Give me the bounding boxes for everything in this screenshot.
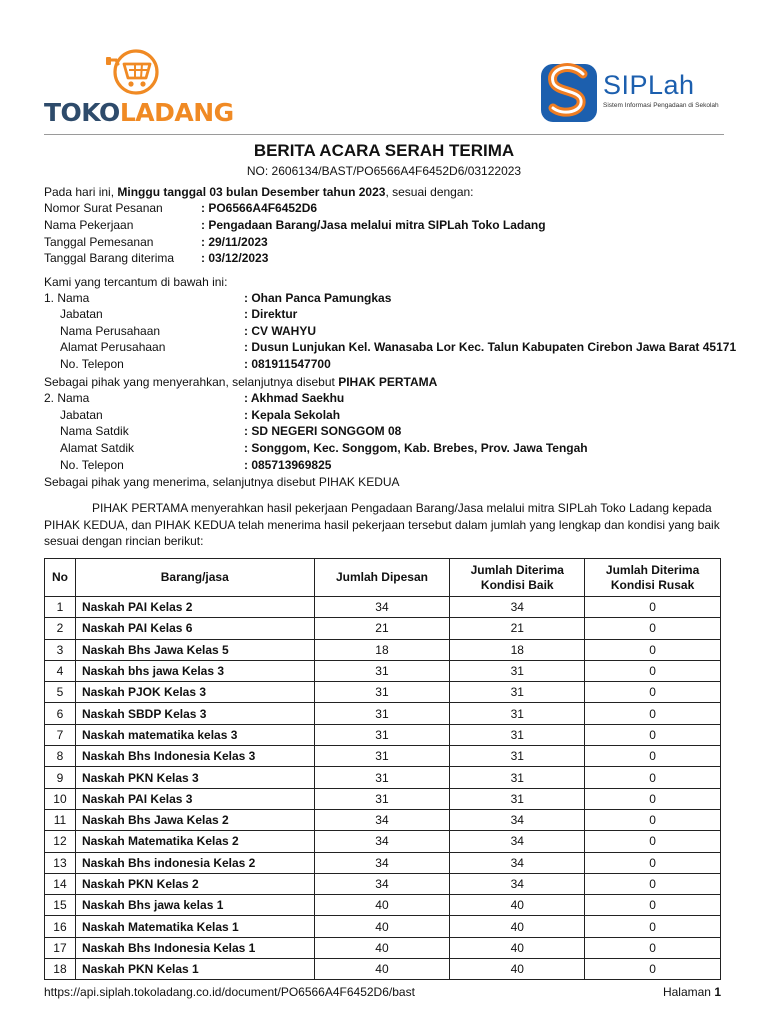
item-name: Naskah PKN Kelas 2 — [75, 873, 314, 894]
qty-damaged: 0 — [585, 809, 721, 830]
qty-good: 34 — [450, 597, 585, 618]
qty-good: 31 — [450, 660, 585, 681]
footer-url: https://api.siplah.tokoladang.co.id/document/PO6566A4F6452D6/bast — [44, 985, 415, 999]
row-number: 10 — [45, 788, 76, 809]
qty-good: 31 — [450, 767, 585, 788]
row-number: 14 — [45, 873, 76, 894]
qty-good: 34 — [450, 809, 585, 830]
qty-ordered: 40 — [314, 959, 450, 980]
party2-role: Sebagai pihak yang menerima, selanjutnya disebut PIHAK KEDUA — [44, 475, 400, 489]
intro-line: Pada hari ini, Minggu tanggal 03 bulan Desember tahun 2023, sesuai dengan: — [44, 185, 474, 199]
qty-good: 31 — [450, 703, 585, 724]
item-name: Naskah Bhs Jawa Kelas 2 — [75, 809, 314, 830]
item-name: Naskah PAI Kelas 3 — [75, 788, 314, 809]
table-row — [45, 873, 721, 894]
qty-damaged: 0 — [585, 682, 721, 703]
item-name: Naskah PJOK Kelas 3 — [75, 682, 314, 703]
document-title: BERITA ACARA SERAH TERIMA — [253, 141, 515, 160]
parties-intro: Kami yang tercantum di bawah ini: — [44, 275, 228, 289]
document-header — [44, 44, 724, 134]
qty-ordered: 31 — [314, 682, 450, 703]
qty-damaged: 0 — [585, 895, 721, 916]
table-row — [45, 703, 721, 724]
siplah-tagline: Sistem Informasi Pengadaan di Sekolah — [603, 102, 719, 109]
table-header-row — [45, 559, 721, 597]
row-number: 13 — [45, 852, 76, 873]
table-row — [45, 682, 721, 703]
qty-damaged: 0 — [585, 767, 721, 788]
row-number: 4 — [45, 660, 76, 681]
row-number: 6 — [45, 703, 76, 724]
item-name: Naskah Bhs jawa kelas 1 — [75, 895, 314, 916]
item-name: Naskah Bhs indonesia Kelas 2 — [75, 852, 314, 873]
row-number: 8 — [45, 746, 76, 767]
handover-paragraph: PIHAK PERTAMA menyerahkan hasil pekerjaan Pengadaan Barang/Jasa melalui mitra SIPLah Toko Ladang kepada PIHAK KEDUA, dan PIHAK KEDUA telah menerima hasil pekerjaan tersebut dalam jumlah yang lengkap dan kondisi yang baik sesuai dengan rincian berikut: — [44, 501, 720, 548]
row-number: 2 — [45, 618, 76, 639]
items-table-body — [45, 597, 721, 980]
tokoladang-logo — [44, 44, 244, 129]
row-number: 17 — [45, 937, 76, 958]
qty-ordered: 34 — [314, 809, 450, 830]
table-row — [45, 788, 721, 809]
qty-damaged: 0 — [585, 660, 721, 681]
qty-damaged: 0 — [585, 788, 721, 809]
row-number: 12 — [45, 831, 76, 852]
item-name: Naskah PKN Kelas 3 — [75, 767, 314, 788]
header-received-damaged: Jumlah Diterima Kondisi Rusak — [585, 559, 721, 597]
qty-damaged: 0 — [585, 746, 721, 767]
qty-good: 18 — [450, 639, 585, 660]
qty-damaged: 0 — [585, 937, 721, 958]
row-number: 11 — [45, 809, 76, 830]
qty-ordered: 31 — [314, 724, 450, 745]
siplah-s-mark-icon — [539, 56, 601, 124]
table-row — [45, 852, 721, 873]
header-received-good: Jumlah Diterima Kondisi Baik — [450, 559, 585, 597]
qty-good: 31 — [450, 724, 585, 745]
qty-good: 31 — [450, 788, 585, 809]
qty-ordered: 31 — [314, 746, 450, 767]
table-row — [45, 831, 721, 852]
qty-ordered: 40 — [314, 937, 450, 958]
qty-damaged: 0 — [585, 724, 721, 745]
table-row — [45, 937, 721, 958]
shopping-cart-icon — [106, 48, 166, 100]
table-row — [45, 809, 721, 830]
qty-damaged: 0 — [585, 831, 721, 852]
qty-ordered: 21 — [314, 618, 450, 639]
qty-damaged: 0 — [585, 639, 721, 660]
table-row — [45, 767, 721, 788]
table-row — [45, 597, 721, 618]
item-name: Naskah PAI Kelas 2 — [75, 597, 314, 618]
qty-ordered: 18 — [314, 639, 450, 660]
item-name: Naskah matematika kelas 3 — [75, 724, 314, 745]
qty-good: 34 — [450, 873, 585, 894]
footer-page-number: Halaman 1 — [662, 985, 721, 999]
qty-ordered: 34 — [314, 831, 450, 852]
header-ordered: Jumlah Dipesan — [314, 559, 450, 597]
qty-ordered: 31 — [314, 703, 450, 724]
item-name: Naskah SBDP Kelas 3 — [75, 703, 314, 724]
item-name: Naskah Matematika Kelas 2 — [75, 831, 314, 852]
table-row — [45, 895, 721, 916]
qty-damaged: 0 — [585, 916, 721, 937]
qty-good: 40 — [450, 895, 585, 916]
items-table — [44, 558, 721, 980]
qty-good: 40 — [450, 916, 585, 937]
qty-ordered: 40 — [314, 916, 450, 937]
row-number: 15 — [45, 895, 76, 916]
qty-damaged: 0 — [585, 703, 721, 724]
item-name: Naskah Bhs Indonesia Kelas 3 — [75, 746, 314, 767]
qty-ordered: 34 — [314, 852, 450, 873]
item-name: Naskah Bhs Indonesia Kelas 1 — [75, 937, 314, 958]
header-no: No — [45, 559, 76, 597]
qty-ordered: 40 — [314, 895, 450, 916]
qty-good: 34 — [450, 831, 585, 852]
qty-good: 31 — [450, 746, 585, 767]
qty-good: 40 — [450, 937, 585, 958]
qty-ordered: 31 — [314, 660, 450, 681]
qty-ordered: 31 — [314, 767, 450, 788]
item-name: Naskah bhs jawa Kelas 3 — [75, 660, 314, 681]
table-row — [45, 724, 721, 745]
item-name: Naskah Bhs Jawa Kelas 5 — [75, 639, 314, 660]
qty-ordered: 34 — [314, 597, 450, 618]
qty-ordered: 34 — [314, 873, 450, 894]
qty-damaged: 0 — [585, 597, 721, 618]
party1-role: Sebagai pihak yang menyerahkan, selanjutnya disebut PIHAK PERTAMA — [44, 375, 438, 389]
item-name: Naskah PKN Kelas 1 — [75, 959, 314, 980]
table-row — [45, 916, 721, 937]
header-divider — [44, 134, 724, 135]
item-name: Naskah Matematika Kelas 1 — [75, 916, 314, 937]
qty-good: 40 — [450, 959, 585, 980]
row-number: 3 — [45, 639, 76, 660]
tokoladang-wordmark: TOKOLADANG — [44, 98, 234, 127]
header-item: Barang/jasa — [75, 559, 314, 597]
table-row — [45, 639, 721, 660]
table-row — [45, 959, 721, 980]
row-number: 18 — [45, 959, 76, 980]
row-number: 7 — [45, 724, 76, 745]
siplah-logo — [539, 56, 724, 126]
row-number: 9 — [45, 767, 76, 788]
qty-damaged: 0 — [585, 852, 721, 873]
qty-ordered: 31 — [314, 788, 450, 809]
qty-damaged: 0 — [585, 618, 721, 639]
table-row — [45, 618, 721, 639]
qty-good: 34 — [450, 852, 585, 873]
qty-good: 21 — [450, 618, 585, 639]
table-row — [45, 660, 721, 681]
table-row — [45, 746, 721, 767]
item-name: Naskah PAI Kelas 6 — [75, 618, 314, 639]
qty-damaged: 0 — [585, 959, 721, 980]
siplah-brand-text: SIPLah — [603, 70, 695, 100]
qty-good: 31 — [450, 682, 585, 703]
document-number: NO: 2606134/BAST/PO6566A4F6452D6/03122023 — [246, 164, 522, 178]
row-number: 1 — [45, 597, 76, 618]
row-number: 5 — [45, 682, 76, 703]
qty-damaged: 0 — [585, 873, 721, 894]
row-number: 16 — [45, 916, 76, 937]
